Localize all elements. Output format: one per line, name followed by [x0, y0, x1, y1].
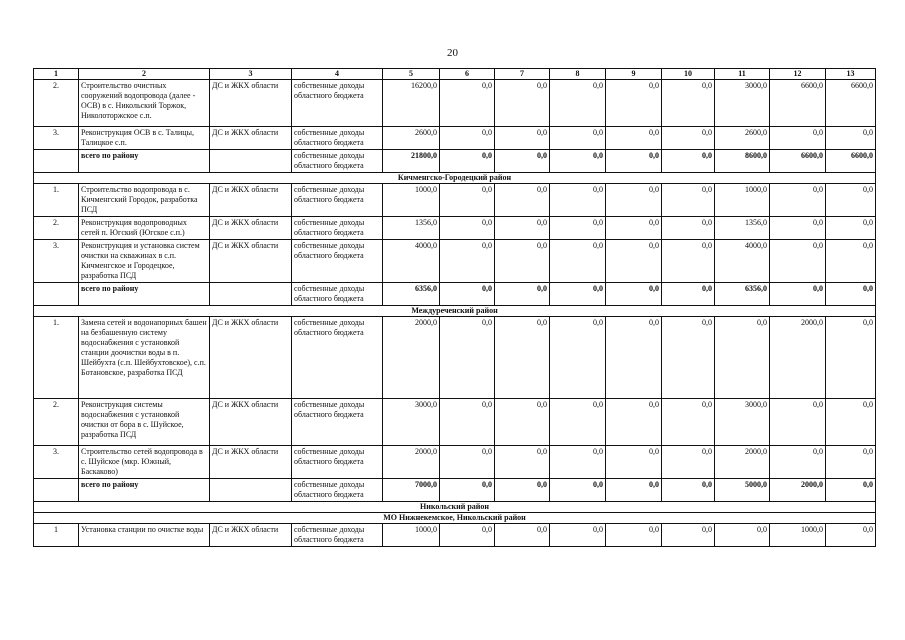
budget-table — [33, 68, 876, 547]
amount-col-6: 0,0 — [440, 524, 495, 547]
table-row — [34, 524, 876, 547]
amount-col-8: 0,0 — [550, 217, 606, 240]
district-total-row — [34, 479, 876, 502]
amount-col-12: 0,0 — [770, 399, 826, 446]
amount-col-5: 21800,0 — [383, 150, 440, 173]
project-name: всего по району — [79, 150, 210, 173]
amount-col-8: 0,0 — [550, 80, 606, 127]
project-name: Реконструкция системы водоснабжения с установкой очистки от бора в с. Шуйское, разработка ПСД — [79, 399, 210, 446]
amount-col-9: 0,0 — [606, 184, 662, 217]
amount-col-8: 0,0 — [550, 150, 606, 173]
amount-col-7: 0,0 — [495, 80, 550, 127]
executor: ДС и ЖКХ области — [210, 446, 292, 479]
amount-col-11: 4000,0 — [715, 240, 770, 283]
column-header-12: 12 — [770, 69, 826, 80]
amount-col-13: 0,0 — [826, 184, 876, 217]
table-row — [34, 240, 876, 283]
amount-col-12: 6600,0 — [770, 150, 826, 173]
amount-col-9: 0,0 — [606, 399, 662, 446]
amount-col-9: 0,0 — [606, 127, 662, 150]
column-header-3: 3 — [210, 69, 292, 80]
project-name: всего по району — [79, 283, 210, 306]
column-header-11: 11 — [715, 69, 770, 80]
amount-col-12: 0,0 — [770, 127, 826, 150]
column-header-7: 7 — [495, 69, 550, 80]
amount-col-9: 0,0 — [606, 150, 662, 173]
executor: ДС и ЖКХ области — [210, 80, 292, 127]
executor: ДС и ЖКХ области — [210, 127, 292, 150]
amount-col-8: 0,0 — [550, 399, 606, 446]
amount-col-8: 0,0 — [550, 524, 606, 547]
column-header-5: 5 — [383, 69, 440, 80]
section-header-row — [34, 502, 876, 513]
amount-col-6: 0,0 — [440, 217, 495, 240]
funding-source: собственные доходы областного бюджета — [292, 399, 383, 446]
amount-col-11: 6356,0 — [715, 283, 770, 306]
funding-source: собственные доходы областного бюджета — [292, 317, 383, 399]
funding-source: собственные доходы областного бюджета — [292, 446, 383, 479]
amount-col-6: 0,0 — [440, 479, 495, 502]
table-row — [34, 446, 876, 479]
executor: ДС и ЖКХ области — [210, 184, 292, 217]
amount-col-5: 1000,0 — [383, 184, 440, 217]
amount-col-6: 0,0 — [440, 80, 495, 127]
executor — [210, 283, 292, 306]
project-name: Строительство водопровода в с. Кичменгский Городок, разработка ПСД — [79, 184, 210, 217]
executor: ДС и ЖКХ области — [210, 317, 292, 399]
amount-col-13: 0,0 — [826, 479, 876, 502]
funding-source: собственные доходы областного бюджета — [292, 283, 383, 306]
row-number: 3. — [34, 127, 79, 150]
funding-source: собственные доходы областного бюджета — [292, 150, 383, 173]
amount-col-11: 3000,0 — [715, 399, 770, 446]
table-row — [34, 399, 876, 446]
amount-col-11: 8600,0 — [715, 150, 770, 173]
executor: ДС и ЖКХ области — [210, 240, 292, 283]
amount-col-7: 0,0 — [495, 217, 550, 240]
column-header-4: 4 — [292, 69, 383, 80]
amount-col-13: 0,0 — [826, 217, 876, 240]
amount-col-7: 0,0 — [495, 317, 550, 399]
amount-col-7: 0,0 — [495, 524, 550, 547]
table-row — [34, 127, 876, 150]
amount-col-13: 0,0 — [826, 240, 876, 283]
amount-col-7: 0,0 — [495, 240, 550, 283]
amount-col-12: 0,0 — [770, 240, 826, 283]
amount-col-9: 0,0 — [606, 317, 662, 399]
row-number — [34, 479, 79, 502]
amount-col-8: 0,0 — [550, 317, 606, 399]
amount-col-5: 16200,0 — [383, 80, 440, 127]
amount-col-11: 0,0 — [715, 524, 770, 547]
amount-col-7: 0,0 — [495, 184, 550, 217]
project-name: Замена сетей и водонапорных башен на безбашенную систему водоснабжения с установкой станции доочистки воды в п. Шейбухта (с.п. Шейбухтовское), с.п. Ботановское, разработка ПСД — [79, 317, 210, 399]
section-title: Междуреченский район — [34, 306, 876, 317]
section-title: Никольский район — [34, 502, 876, 513]
amount-col-6: 0,0 — [440, 240, 495, 283]
row-number: 1. — [34, 184, 79, 217]
amount-col-10: 0,0 — [662, 217, 715, 240]
amount-col-10: 0,0 — [662, 240, 715, 283]
row-number — [34, 150, 79, 173]
amount-col-13: 0,0 — [826, 127, 876, 150]
page-number: 20 — [447, 47, 458, 59]
amount-col-10: 0,0 — [662, 150, 715, 173]
amount-col-8: 0,0 — [550, 479, 606, 502]
amount-col-9: 0,0 — [606, 479, 662, 502]
column-header-10: 10 — [662, 69, 715, 80]
amount-col-9: 0,0 — [606, 80, 662, 127]
executor — [210, 479, 292, 502]
amount-col-11: 3000,0 — [715, 80, 770, 127]
funding-source: собственные доходы областного бюджета — [292, 479, 383, 502]
amount-col-5: 7000,0 — [383, 479, 440, 502]
column-header-8: 8 — [550, 69, 606, 80]
amount-col-8: 0,0 — [550, 446, 606, 479]
amount-col-12: 0,0 — [770, 283, 826, 306]
executor — [210, 150, 292, 173]
row-number: 1. — [34, 317, 79, 399]
amount-col-12: 0,0 — [770, 184, 826, 217]
amount-col-9: 0,0 — [606, 524, 662, 547]
district-total-row — [34, 283, 876, 306]
funding-source: собственные доходы областного бюджета — [292, 524, 383, 547]
amount-col-5: 1000,0 — [383, 524, 440, 547]
district-total-row — [34, 150, 876, 173]
column-header-9: 9 — [606, 69, 662, 80]
funding-source: собственные доходы областного бюджета — [292, 217, 383, 240]
amount-col-5: 2000,0 — [383, 446, 440, 479]
amount-col-8: 0,0 — [550, 184, 606, 217]
amount-col-13: 6600,0 — [826, 80, 876, 127]
amount-col-8: 0,0 — [550, 240, 606, 283]
amount-col-9: 0,0 — [606, 217, 662, 240]
row-number: 1 — [34, 524, 79, 547]
amount-col-6: 0,0 — [440, 150, 495, 173]
amount-col-13: 6600,0 — [826, 150, 876, 173]
amount-col-5: 6356,0 — [383, 283, 440, 306]
amount-col-11: 2000,0 — [715, 446, 770, 479]
amount-col-10: 0,0 — [662, 399, 715, 446]
amount-col-10: 0,0 — [662, 127, 715, 150]
row-number: 2. — [34, 217, 79, 240]
amount-col-6: 0,0 — [440, 283, 495, 306]
amount-col-10: 0,0 — [662, 317, 715, 399]
project-name: Установка станции по очистке воды — [79, 524, 210, 547]
funding-source: собственные доходы областного бюджета — [292, 240, 383, 283]
amount-col-12: 6600,0 — [770, 80, 826, 127]
amount-col-9: 0,0 — [606, 283, 662, 306]
amount-col-13: 0,0 — [826, 524, 876, 547]
section-header-row — [34, 173, 876, 184]
section-header-row — [34, 306, 876, 317]
table-row — [34, 317, 876, 399]
column-header-2: 2 — [79, 69, 210, 80]
project-name: Реконструкция водопроводных сетей п. Югский (Югское с.п.) — [79, 217, 210, 240]
amount-col-13: 0,0 — [826, 317, 876, 399]
section-title: Кичменгско-Городецкий район — [34, 173, 876, 184]
amount-col-12: 2000,0 — [770, 479, 826, 502]
funding-source: собственные доходы областного бюджета — [292, 184, 383, 217]
amount-col-5: 2600,0 — [383, 127, 440, 150]
amount-col-5: 2000,0 — [383, 317, 440, 399]
amount-col-6: 0,0 — [440, 399, 495, 446]
amount-col-12: 1000,0 — [770, 524, 826, 547]
row-number: 2. — [34, 80, 79, 127]
funding-source: собственные доходы областного бюджета — [292, 127, 383, 150]
funding-source: собственные доходы областного бюджета — [292, 80, 383, 127]
amount-col-11: 0,0 — [715, 317, 770, 399]
executor: ДС и ЖКХ области — [210, 217, 292, 240]
amount-col-7: 0,0 — [495, 399, 550, 446]
section-title: МО Нижнекемское, Никольский район — [34, 513, 876, 524]
amount-col-11: 2600,0 — [715, 127, 770, 150]
executor: ДС и ЖКХ области — [210, 399, 292, 446]
amount-col-13: 0,0 — [826, 283, 876, 306]
amount-col-5: 3000,0 — [383, 399, 440, 446]
amount-col-10: 0,0 — [662, 184, 715, 217]
amount-col-8: 0,0 — [550, 127, 606, 150]
table-row — [34, 217, 876, 240]
section-header-row — [34, 513, 876, 524]
project-name: Реконструкция ОСВ в с. Талицы, Талицкое с.п. — [79, 127, 210, 150]
amount-col-7: 0,0 — [495, 446, 550, 479]
amount-col-6: 0,0 — [440, 127, 495, 150]
amount-col-7: 0,0 — [495, 127, 550, 150]
amount-col-5: 1356,0 — [383, 217, 440, 240]
amount-col-9: 0,0 — [606, 240, 662, 283]
row-number — [34, 283, 79, 306]
amount-col-12: 0,0 — [770, 217, 826, 240]
executor: ДС и ЖКХ области — [210, 524, 292, 547]
amount-col-12: 0,0 — [770, 446, 826, 479]
amount-col-6: 0,0 — [440, 446, 495, 479]
amount-col-7: 0,0 — [495, 479, 550, 502]
row-number: 3. — [34, 240, 79, 283]
amount-col-5: 4000,0 — [383, 240, 440, 283]
project-name: Строительство сетей водопровода в с. Шуйское (мкр. Южный, Баскаково) — [79, 446, 210, 479]
amount-col-7: 0,0 — [495, 150, 550, 173]
project-name: всего по району — [79, 479, 210, 502]
table-row — [34, 80, 876, 127]
amount-col-13: 0,0 — [826, 399, 876, 446]
amount-col-10: 0,0 — [662, 524, 715, 547]
amount-col-8: 0,0 — [550, 283, 606, 306]
amount-col-10: 0,0 — [662, 80, 715, 127]
row-number: 3. — [34, 446, 79, 479]
amount-col-6: 0,0 — [440, 184, 495, 217]
amount-col-6: 0,0 — [440, 317, 495, 399]
amount-col-11: 1000,0 — [715, 184, 770, 217]
row-number: 2. — [34, 399, 79, 446]
column-header-6: 6 — [440, 69, 495, 80]
table-row — [34, 184, 876, 217]
amount-col-13: 0,0 — [826, 446, 876, 479]
amount-col-9: 0,0 — [606, 446, 662, 479]
column-header-1: 1 — [34, 69, 79, 80]
column-header-row — [34, 69, 876, 80]
amount-col-11: 5000,0 — [715, 479, 770, 502]
amount-col-12: 2000,0 — [770, 317, 826, 399]
amount-col-11: 1356,0 — [715, 217, 770, 240]
project-name: Реконструкция и установка систем очистки на скважинах в с.п. Кичменгское и Городецкое, разработка ПСД — [79, 240, 210, 283]
amount-col-7: 0,0 — [495, 283, 550, 306]
amount-col-10: 0,0 — [662, 283, 715, 306]
amount-col-10: 0,0 — [662, 479, 715, 502]
project-name: Строительство очистных сооружений водопровода (далее - ОСВ) в с. Никольский Торжок, Николоторжское с.п. — [79, 80, 210, 127]
column-header-13: 13 — [826, 69, 876, 80]
amount-col-10: 0,0 — [662, 446, 715, 479]
